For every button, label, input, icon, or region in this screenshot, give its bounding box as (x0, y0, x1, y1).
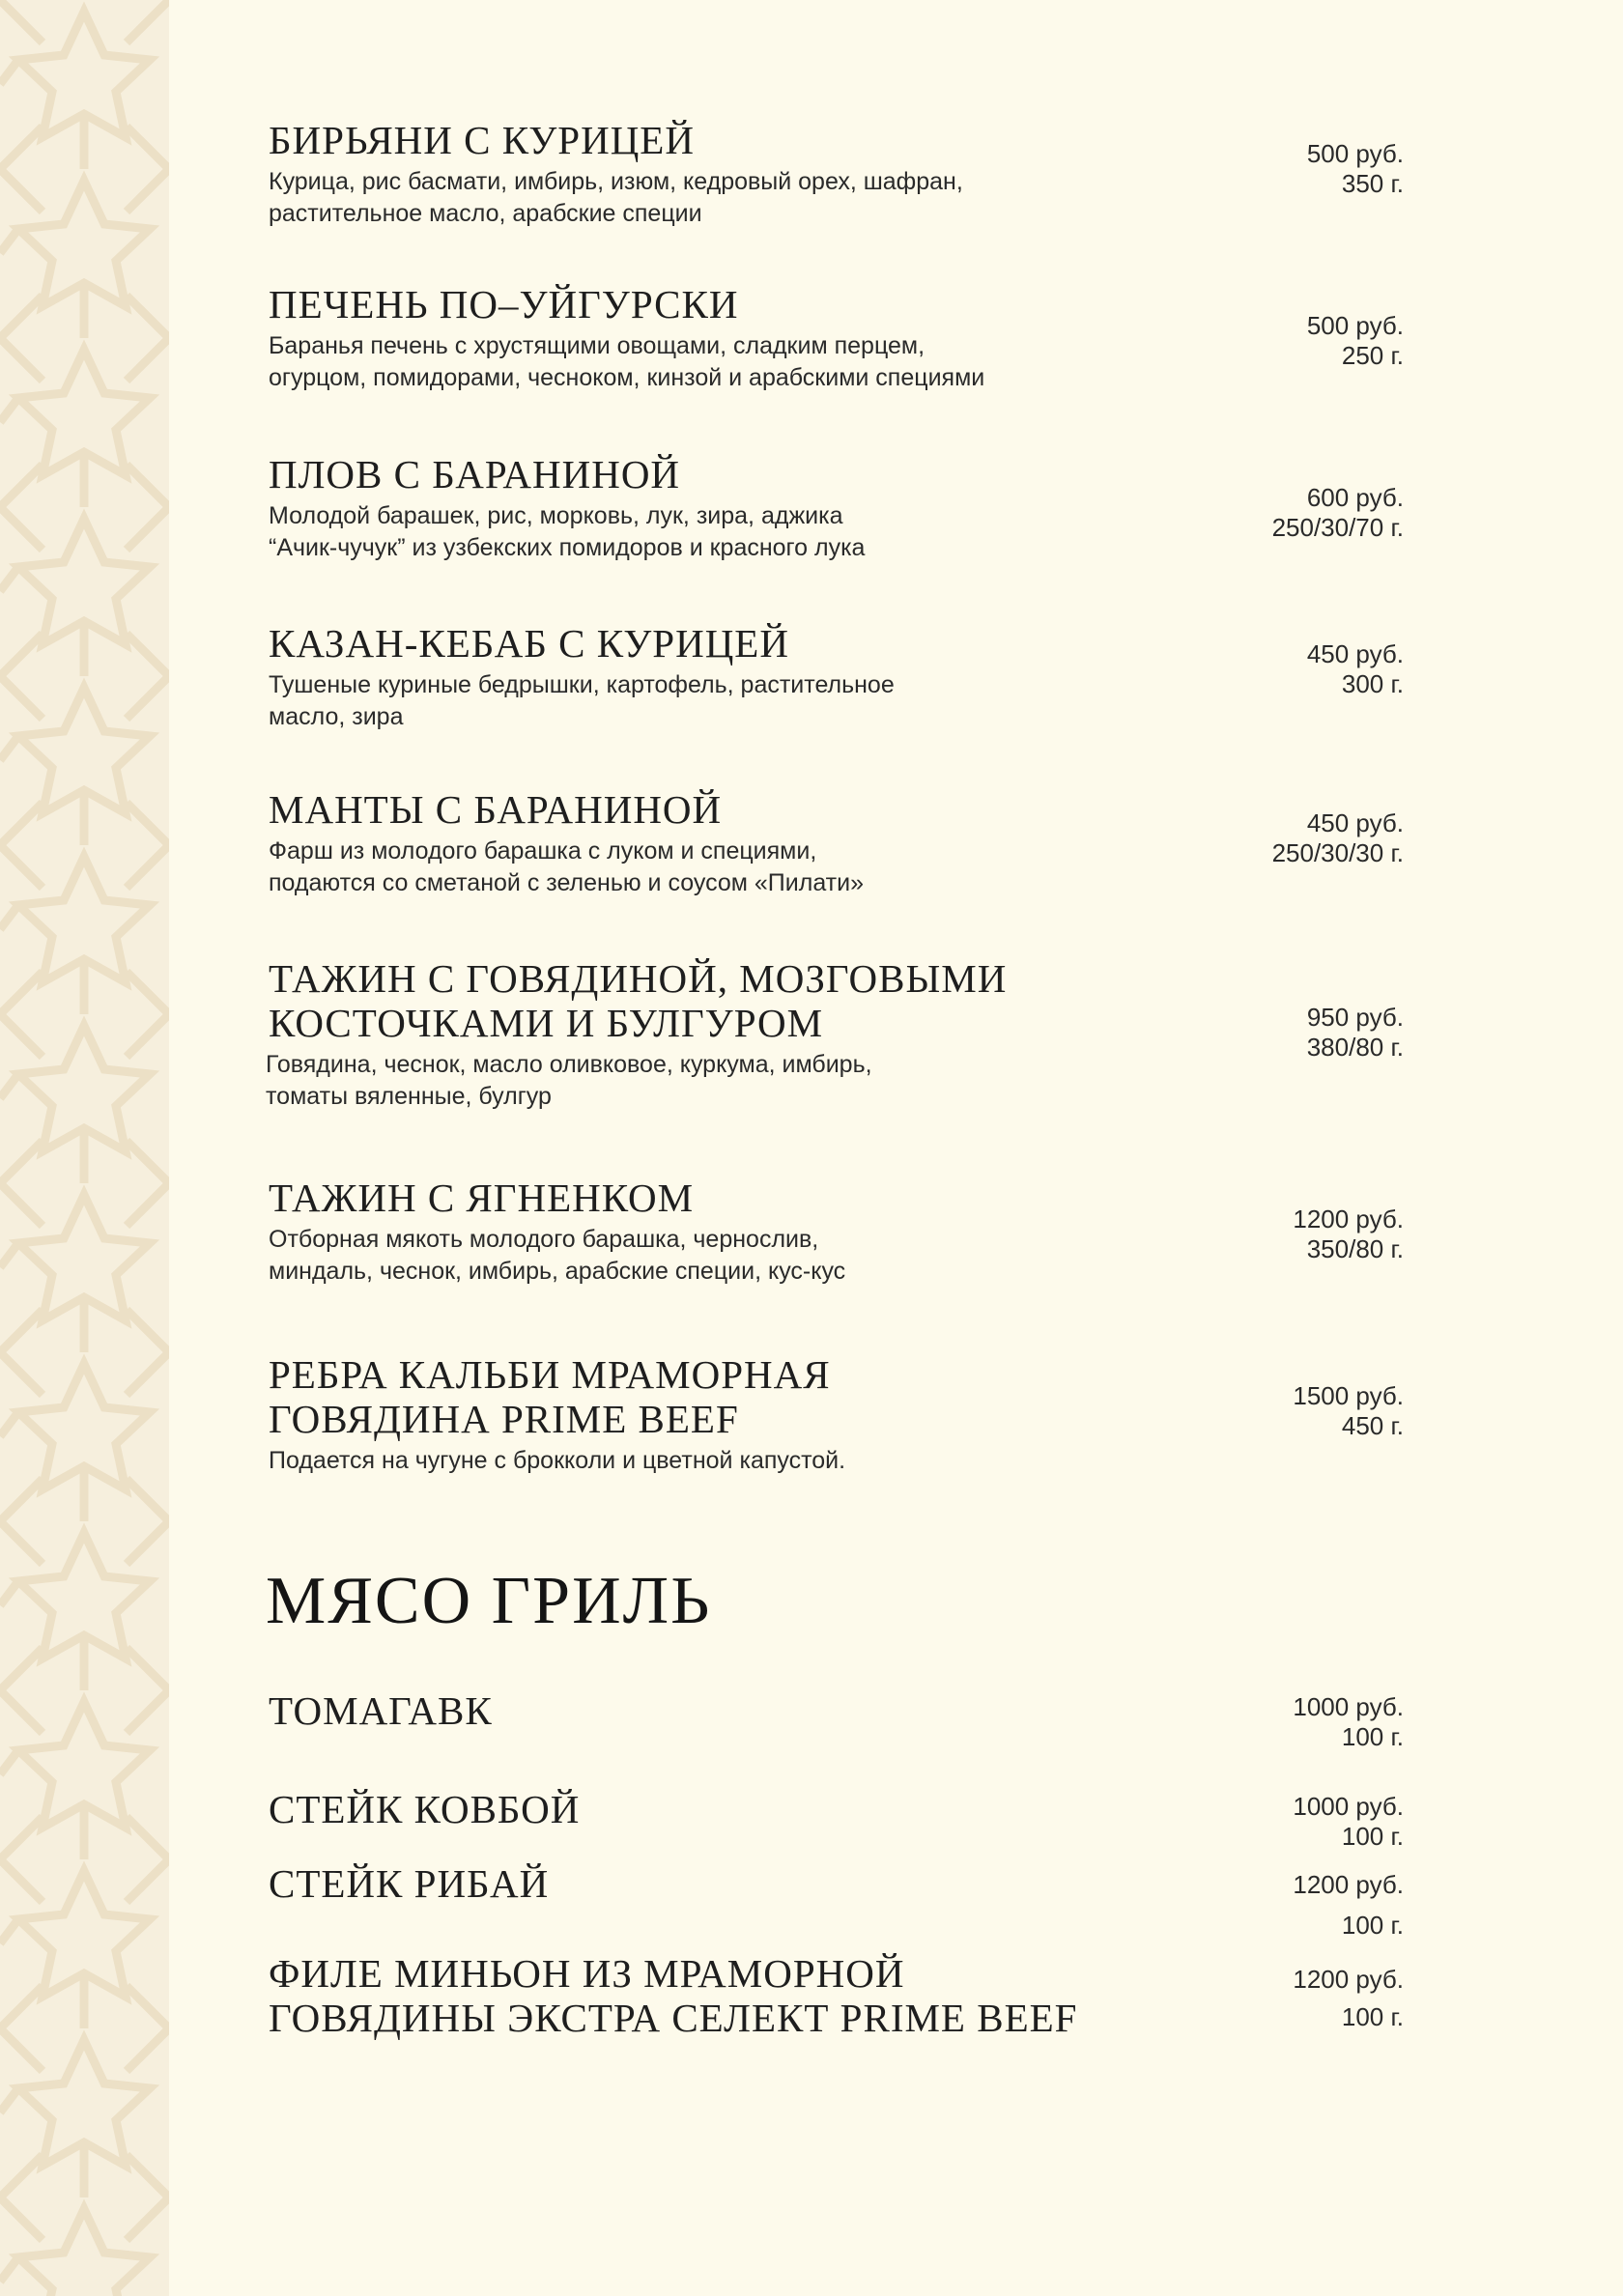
dish-liver-uyghur (269, 282, 1404, 394)
dish-weight: 450 г. (1341, 1411, 1404, 1440)
dish-price-block (1272, 483, 1404, 543)
dish-price-block (1293, 1961, 1404, 2036)
dish-price: 600 руб. (1306, 483, 1404, 512)
dish-weight: 100 г. (1341, 1822, 1404, 1851)
dish-price-block (1293, 1792, 1404, 1852)
dish-weight: 380/80 г. (1306, 1033, 1404, 1062)
dish-description: Молодой барашек, рис, морковь, лук, зира, аджика “Ачик-чучук” из узбекских помидоров и красного лука (269, 502, 866, 561)
dish-description: Говядина, чеснок, масло оливковое, куркума, имбирь, томаты вяленные, булгур (266, 1051, 872, 1110)
dish-description: Тушеные куриные бедрышки, картофель, растительное масло, зира (269, 671, 895, 730)
dish-price: 1200 руб. (1293, 1205, 1404, 1233)
grill-item-cowboy (269, 1787, 1404, 1851)
grill-item-ribeye (269, 1861, 1404, 1940)
dish-name: ФИЛЕ МИНЬОН ИЗ МРАМОРНОЙ ГОВЯДИНЫ ЭКСТРА СЕЛЕКТ PRIME BEEF (269, 1951, 1078, 2040)
dish-price-block (1307, 139, 1404, 199)
dish-name: КАЗАН-КЕБАБ С КУРИЦЕЙ (269, 621, 789, 666)
dish-weight: 350/80 г. (1306, 1234, 1404, 1263)
dish-price-block (1272, 808, 1404, 868)
dish-price: 450 руб. (1306, 808, 1404, 837)
dish-name: ПЕЧЕНЬ ПО–УЙГУРСКИ (269, 282, 739, 326)
dish-price: 500 руб. (1306, 139, 1404, 168)
dish-weight: 100 г. (1341, 1911, 1404, 1940)
dish-name: ТОМАГАВК (269, 1688, 493, 1733)
dish-price: 450 руб. (1306, 639, 1404, 668)
dish-price-block (1293, 1692, 1404, 1752)
dish-description: Курица, рис басмати, имбирь, изюм, кедровый орех, шафран, растительное масло, арабские специи (269, 168, 963, 227)
dish-price-block (1307, 311, 1404, 371)
dish-price-block (1307, 639, 1404, 699)
dish-tajine-lamb (269, 1176, 1404, 1288)
dish-price-block (1293, 1381, 1404, 1441)
dish-kazan-kebab (269, 621, 1404, 733)
dish-description: Отборная мякоть молодого барашка, чернослив, миндаль, чеснок, имбирь, арабские специи, кус-кус (269, 1226, 846, 1285)
dish-weight: 100 г. (1341, 1722, 1404, 1751)
dish-plov (269, 452, 1404, 564)
dish-price: 1500 руб. (1293, 1381, 1404, 1410)
dish-name: БИРЬЯНИ С КУРИЦЕЙ (269, 118, 695, 162)
dish-name: РЕБРА КАЛЬБИ МРАМОРНАЯ ГОВЯДИНА PRIME BEEF (269, 1352, 831, 1441)
dish-name: СТЕЙК КОВБОЙ (269, 1787, 581, 1831)
dish-biryani (269, 118, 1404, 230)
dish-weight: 250 г. (1341, 341, 1404, 370)
section-title-grill: МЯСО ГРИЛЬ (266, 1564, 712, 1638)
dish-price-block (1307, 1003, 1404, 1063)
dish-description: Баранья печень с хрустящими овощами, сладким перцем, огурцом, помидорами, чесноком, кинзой и арабскими специями (269, 332, 985, 391)
dish-weight: 300 г. (1341, 669, 1404, 698)
dish-name: ПЛОВ С БАРАНИНОЙ (269, 452, 681, 496)
dish-price: 1200 руб. (1293, 1965, 1404, 1994)
dish-kalbi-ribs (269, 1352, 1404, 1477)
grill-item-filet-mignon (269, 1951, 1404, 2040)
dish-weight: 350 г. (1341, 169, 1404, 198)
dish-name: СТЕЙК РИБАЙ (269, 1861, 550, 1906)
dish-weight: 250/30/70 г. (1271, 513, 1404, 542)
dish-price: 500 руб. (1306, 311, 1404, 340)
dish-tajine-beef (266, 956, 1404, 1113)
dish-price-block (1293, 1864, 1404, 1945)
dish-manty (269, 787, 1404, 899)
dish-price: 1000 руб. (1293, 1792, 1404, 1821)
grill-item-tomahawk (269, 1688, 1404, 1751)
dish-price: 1200 руб. (1293, 1870, 1404, 1899)
dish-name: ТАЖИН С ЯГНЕНКОМ (269, 1176, 695, 1220)
dish-weight: 100 г. (1341, 2002, 1404, 2031)
dish-name: МАНТЫ С БАРАНИНОЙ (269, 787, 723, 832)
dish-price: 1000 руб. (1293, 1692, 1404, 1721)
dish-name: ТАЖИН С ГОВЯДИНОЙ, МОЗГОВЫМИ КОСТОЧКАМИ И БУЛГУРОМ (269, 956, 1008, 1045)
dish-price: 950 руб. (1306, 1003, 1404, 1032)
dish-description: Подается на чугуне с брокколи и цветной капустой. (269, 1447, 846, 1474)
dish-weight: 250/30/30 г. (1271, 838, 1404, 867)
dish-description: Фарш из молодого барашка с луком и специями, подаются со сметаной с зеленью и соусом «Пилати» (269, 837, 864, 896)
dish-price-block (1293, 1205, 1404, 1264)
